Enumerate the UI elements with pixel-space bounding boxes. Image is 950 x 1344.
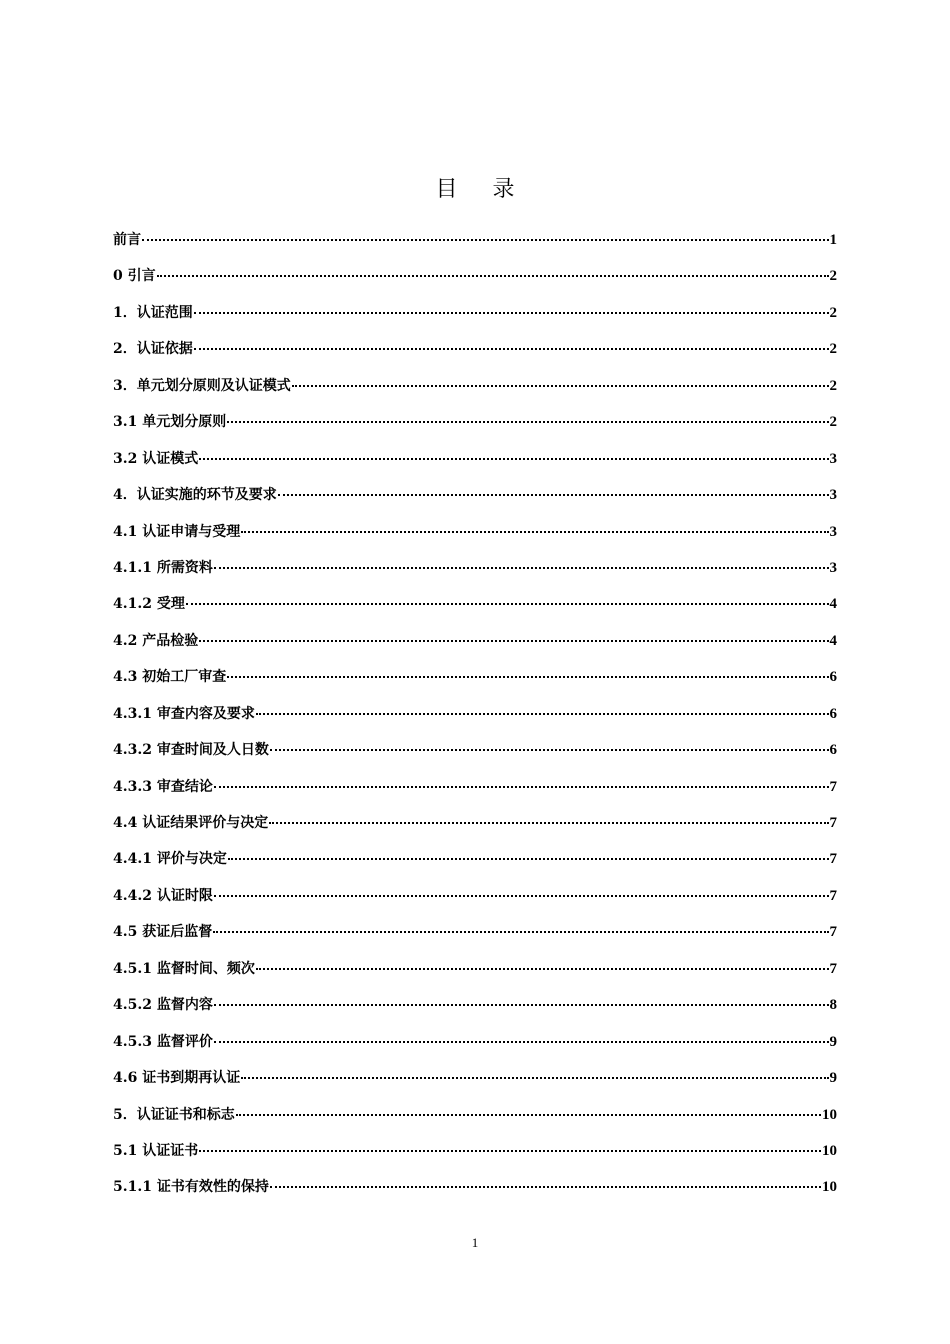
toc-entry[interactable]: [113, 483, 837, 519]
toc-entry-label: 5.1.1 证书有效性的保持: [113, 1179, 269, 1196]
toc-leader-dots: [241, 1077, 828, 1079]
toc-entry-label: 4.5.1 监督时间、频次: [113, 960, 255, 977]
toc-entry-label: 3.2 认证模式: [113, 450, 199, 467]
toc-leader-dots: [157, 275, 829, 277]
toc-entry-label: 4.1 认证申请与受理: [113, 523, 241, 540]
toc-entry[interactable]: [113, 847, 837, 883]
toc-entry-page: 3: [829, 487, 837, 504]
toc-entry-page: 7: [829, 924, 837, 941]
toc-entry-label: 4．认证实施的环节及要求: [113, 487, 277, 504]
toc-entry-label: 4.3.2 审查时间及人日数: [113, 742, 269, 759]
toc-entry-page: 4: [829, 632, 837, 649]
toc-entry-page: 7: [829, 887, 837, 904]
toc-entry[interactable]: [113, 884, 837, 920]
toc-entry[interactable]: [113, 665, 837, 701]
toc-entry-page: 6: [829, 705, 837, 722]
toc-leader-dots: [214, 1004, 829, 1006]
toc-entry-label: 4.3.3 审查结论: [113, 778, 213, 795]
toc-entry-page: 6: [829, 742, 837, 759]
toc-leader-dots: [278, 494, 829, 496]
toc-leader-dots: [270, 749, 829, 751]
toc-entry-label: 4.4 认证结果评价与决定: [113, 815, 269, 831]
toc-entry[interactable]: [113, 811, 837, 847]
toc-entry[interactable]: [113, 1066, 837, 1102]
toc-leader-dots: [292, 385, 829, 387]
toc-entry-page: 2: [829, 268, 837, 285]
toc-entry-label: 4.5.2 监督内容: [113, 997, 213, 1014]
toc-entry-label: 4.6 证书到期再认证: [113, 1070, 241, 1087]
toc-title: 目 录: [435, 177, 529, 202]
toc-entry-label: 4.5 获证后监督: [113, 924, 213, 941]
toc-leader-dots: [214, 786, 829, 788]
toc-leader-dots: [241, 531, 828, 533]
toc-leader-dots: [194, 348, 829, 350]
toc-entry[interactable]: [113, 738, 837, 774]
toc-entry-page: 9: [829, 1070, 837, 1087]
toc-entry-page: 4: [829, 596, 837, 613]
toc-entry-label: 5.1 认证证书: [113, 1142, 199, 1159]
page-number: 1: [471, 1235, 479, 1250]
toc-entry[interactable]: [113, 337, 837, 373]
toc-entry-page: 7: [829, 778, 837, 795]
toc-entry[interactable]: [113, 1139, 837, 1175]
toc-entry-label: 2．认证依据: [113, 341, 193, 358]
toc-entry[interactable]: [113, 520, 837, 556]
toc-entry-page: 10: [822, 1142, 837, 1159]
toc-leader-dots: [213, 931, 828, 933]
toc-entry[interactable]: [113, 592, 837, 628]
toc-entry-label: 4.4.1 评价与决定: [113, 851, 227, 868]
toc-leader-dots: [227, 421, 828, 423]
toc-entry-label: 4.3.1 审查内容及要求: [113, 705, 255, 722]
toc-entry-page: 7: [829, 815, 837, 831]
toc-leader-dots: [256, 713, 829, 715]
toc-entry-page: 10: [822, 1179, 837, 1196]
toc-entry-label: 0 引言: [113, 268, 156, 285]
toc-entry-label: 4.1.2 受理: [113, 596, 185, 613]
toc-leader-dots: [269, 822, 828, 824]
toc-entry-page: 8: [829, 997, 837, 1014]
toc-entry-label: 4.2 产品检验: [113, 632, 199, 649]
toc-entry[interactable]: [113, 993, 837, 1029]
toc-entry-page: 2: [829, 414, 837, 431]
toc-entry-label: 4.5.3 监督评价: [113, 1033, 213, 1050]
toc-entry-page: 6: [829, 669, 837, 686]
toc-entry[interactable]: [113, 374, 837, 410]
toc-entry[interactable]: [113, 702, 837, 738]
toc-entry-label: 3.1 单元划分原则: [113, 414, 227, 431]
toc-entry[interactable]: [113, 228, 837, 264]
toc-entry-label: 前言: [113, 232, 141, 248]
toc-entry-page: 3: [829, 559, 837, 576]
toc-entry-page: 2: [829, 341, 837, 358]
toc-entry-page: 3: [829, 523, 837, 540]
toc-entry[interactable]: [113, 957, 837, 993]
toc-leader-dots: [214, 1041, 829, 1043]
toc-entry-page: 2: [829, 304, 837, 321]
toc-list: [113, 228, 837, 1212]
toc-entry[interactable]: [113, 775, 837, 811]
toc-entry-page: 10: [822, 1106, 837, 1123]
toc-leader-dots: [199, 640, 828, 642]
toc-leader-dots: [236, 1114, 821, 1116]
toc-entry-label: 5．认证证书和标志: [113, 1106, 235, 1123]
toc-leader-dots: [228, 858, 829, 860]
toc-leader-dots: [199, 458, 828, 460]
toc-entry-page: 3: [829, 450, 837, 467]
toc-leader-dots: [214, 895, 829, 897]
toc-entry[interactable]: [113, 556, 837, 592]
toc-entry[interactable]: [113, 301, 837, 337]
toc-leader-dots: [142, 239, 829, 241]
toc-entry-label: 1．认证范围: [113, 304, 193, 321]
toc-entry[interactable]: [113, 1103, 837, 1139]
toc-entry[interactable]: [113, 264, 837, 300]
toc-leader-dots: [194, 312, 829, 314]
toc-entry-label: 4.3 初始工厂审查: [113, 669, 227, 686]
toc-entry[interactable]: [113, 1175, 837, 1211]
toc-entry[interactable]: [113, 920, 837, 956]
toc-entry[interactable]: [113, 629, 837, 665]
toc-leader-dots: [227, 676, 828, 678]
toc-entry-page: 1: [829, 232, 837, 248]
toc-entry-label: 4.4.2 认证时限: [113, 887, 213, 904]
toc-leader-dots: [214, 567, 829, 569]
toc-entry-label: 4.1.1 所需资料: [113, 559, 213, 576]
toc-entry-page: 7: [829, 851, 837, 868]
toc-entry[interactable]: [113, 410, 837, 446]
toc-entry[interactable]: [113, 447, 837, 483]
toc-leader-dots: [270, 1186, 821, 1188]
toc-leader-dots: [186, 603, 829, 605]
toc-leader-dots: [199, 1150, 821, 1152]
toc-leader-dots: [256, 968, 829, 970]
toc-entry-page: 7: [829, 960, 837, 977]
toc-entry-page: 9: [829, 1033, 837, 1050]
toc-entry-label: 3．单元划分原则及认证模式: [113, 377, 291, 394]
toc-entry[interactable]: [113, 1030, 837, 1066]
toc-entry-page: 2: [829, 377, 837, 394]
